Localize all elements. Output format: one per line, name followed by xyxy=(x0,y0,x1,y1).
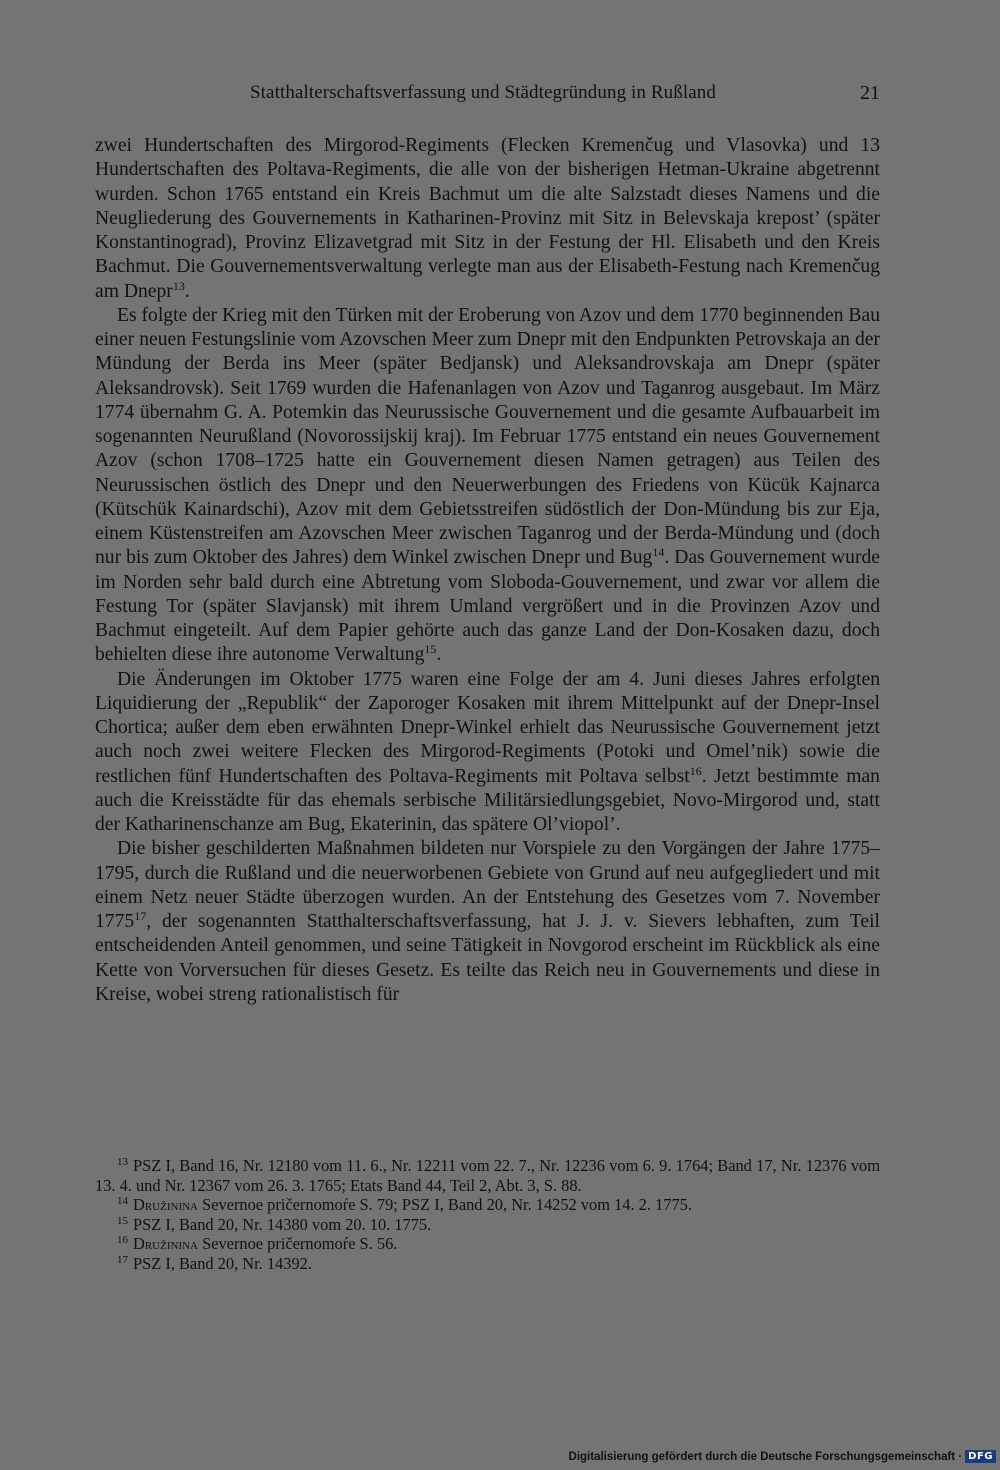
paragraph-4-tail: , der sogenannten Statthalterschaftsverfassung, hat J. J. v. Sievers lebhaften, zum Teil entscheidenden Anteil genommen, und seine Tätigkeit in Novgorod erscheint im Rückblick als eine Kette von Vorversuchen für dieses Gesetz. Es teilte das Reich neu in Gouvernements und diese in Kreise, wobei streng rationalistisch für xyxy=(95,911,880,1005)
paragraph-3-tail: . Jetzt bestimmte man auch die Kreisstädte für das ehemals serbische Militärsiedlungsgebiet, Novo-Mirgorod und, statt der Katharinenschanze am Bug, Ekaterinin, das spätere Ol’viopol’. xyxy=(95,765,880,835)
footnote-text: PSZ I, Band 20, Nr. 14392. xyxy=(133,1253,312,1273)
paragraph-1-tail: . xyxy=(184,280,190,302)
footnote-14 xyxy=(95,1195,880,1215)
footnote-number: 17 xyxy=(117,1253,128,1266)
paragraph-3 xyxy=(95,668,880,838)
paragraph-2-text: Es folgte der Krieg mit den Türken mit der Eroberung von Azov und dem 1770 beginnenden Bau einer neuen Festungslinie vom Azovschen Meer zum Dnepr mit den Endpunkten Petrovskaja an der Mündung der Berda ins Meer (später Bedjansk) und Aleksandrovskaja am Dnepr (später Aleksandrovsk). Seit 1769 wurden die Hafenanlagen von Azov und Taganrog ausgebaut. Im März 1774 übernahm G. A. Potemkin das Neurussische Gouvernement und die gesamte Aufbauarbeit im sogenannten Neurußland (Novorossijskij kraj). Im Februar 1775 entstand ein neues Gouvernement Azov (schon 1708–1725 hatte ein Gouvernement diesen Namen getragen) aus Teilen des Neurussischen östlich des Dnepr und den Neuerwerbungen des Friedens von Kücük Kajnarca (Kütschük Kainardschi), Azov mit dem Gebietsstreifen südöstlich der Don-Mündung bis zur Eja, einem Küstenstreifen am Azovschen Meer zwischen Taganrog und der Berda-Mündung und (doch nur bis zum Oktober des Jahres) dem Winkel zwischen Dnepr und Bug xyxy=(95,304,880,569)
footnote-13 xyxy=(95,1156,880,1195)
footnote-number: 14 xyxy=(117,1195,128,1207)
footnote-author: Družinina xyxy=(133,1234,198,1253)
body-text xyxy=(95,134,880,1007)
footnote-15 xyxy=(95,1215,880,1235)
footnote-text: Severnoe pričernomoŕe S. 79; PSZ I, Band 20, Nr. 14252 vom 14. 2. 1775. xyxy=(198,1195,692,1214)
footnote-ref-16: 16 xyxy=(689,763,702,778)
paragraph-2 xyxy=(95,304,880,668)
footnote-number: 16 xyxy=(117,1234,128,1246)
footnote-text: PSZ I, Band 20, Nr. 14380 vom 20. 10. 1775. xyxy=(133,1214,432,1234)
running-head xyxy=(95,82,880,108)
footnote-ref-17: 17 xyxy=(134,909,147,923)
paragraph-2-tail-2: . xyxy=(436,644,442,666)
footnote-number: 15 xyxy=(117,1214,128,1227)
footnote-number: 13 xyxy=(117,1156,128,1168)
footnotes xyxy=(95,1156,880,1273)
footnote-author: Družinina xyxy=(133,1195,198,1214)
paragraph-2-tail: . Das Gouvernement wurde im Norden sehr bald durch eine Abtretung vom Sloboda-Gouvernement, und zwar vor allem die Festung Tor (später Slavjansk) mit ihrem Umland vergrößert und in die Provinzen Azov und Bachmut eingeteilt. Auf dem Papier gehörte auch das ganze Land der Don-Kosaken dazu, doch behielten diese ihre autonome Verwaltung xyxy=(95,547,880,666)
running-title: Statthalterschaftsverfassung und Städtegründung in Rußland xyxy=(250,82,716,103)
paragraph-3-text: Die Änderungen im Oktober 1775 waren eine Folge der am 4. Juni dieses Jahres erfolgten Liquidierung der „Republik“ der Zaporoger Kosaken mit ihrem Mittelpunkt auf der Dnepr-Insel Chortica; außer dem eben erwähnten Dnepr-Winkel erhielt das Neurussische Gouvernement jetzt auch noch zwei weitere Flecken des Mirgorod-Regiments (Potoki und Omel’nik) sowie die restlichen fünf Hundertschaften des Poltava-Regiments mit Poltava selbst xyxy=(95,668,880,787)
page-number: 21 xyxy=(860,82,880,104)
dfg-logo: DFG xyxy=(965,1450,996,1463)
footnote-ref-15: 15 xyxy=(424,642,437,657)
paragraph-4-text: Die bisher geschilderten Maßnahmen bildeten nur Vorspiele zu den Vorgängen der Jahre 1775–1795, durch die Rußland und die neuerworbenen Gebiete von Grund auf neu aufgegliedert und mit einem Netz neuer Städte überzogen wurden. An der Entstehung des Gesetzes vom 7. November 1775 xyxy=(95,838,880,932)
footnote-ref-13: 13 xyxy=(172,278,185,293)
paragraph-1-text: zwei Hundertschaften des Mirgorod-Regiments (Flecken Kremenčug und Vlasovka) und 13 Hundertschaften des Poltava-Regiments, die alle von der bisherigen Hetman-Ukraine abgetrennt wurden. Schon 1765 entstand ein Kreis Bachmut um die alte Salzstadt dieses Namens und die Neugliederung des Gouvernements in Katharinen-Provinz mit Sitz in Belevskaja krepost’ (später Konstantinograd), Provinz Elizavetgrad mit Sitz in der Festung der Hl. Elisabeth und den Kreis Bachmut. Die Gouvernementsverwaltung verlegte man aus der Elisabeth-Festung nach Kremenčug am Dnepr xyxy=(95,135,880,302)
footer-text: Digitalisierung gefördert durch die Deutsche Forschungsgemeinschaft · xyxy=(568,1450,963,1463)
paragraph-1 xyxy=(95,134,880,304)
paragraph-4 xyxy=(95,837,880,1007)
footnote-16 xyxy=(95,1234,880,1254)
footnote-ref-14: 14 xyxy=(652,545,665,560)
digitization-footer xyxy=(569,1450,996,1463)
footnote-text: PSZ I, Band 16, Nr. 12180 vom 11. 6., Nr. 12211 vom 22. 7., Nr. 12236 vom 6. 9. 1764; Band 17, Nr. 12376 vom 13. 4. und Nr. 12367 vom 26. 3. 1765; Etats Band 44, Teil 2, Abt. 3, S. 88. xyxy=(95,1156,880,1195)
footnote-17 xyxy=(95,1254,880,1274)
footnote-text: Severnoe pričernomoŕe S. 56. xyxy=(198,1234,398,1253)
